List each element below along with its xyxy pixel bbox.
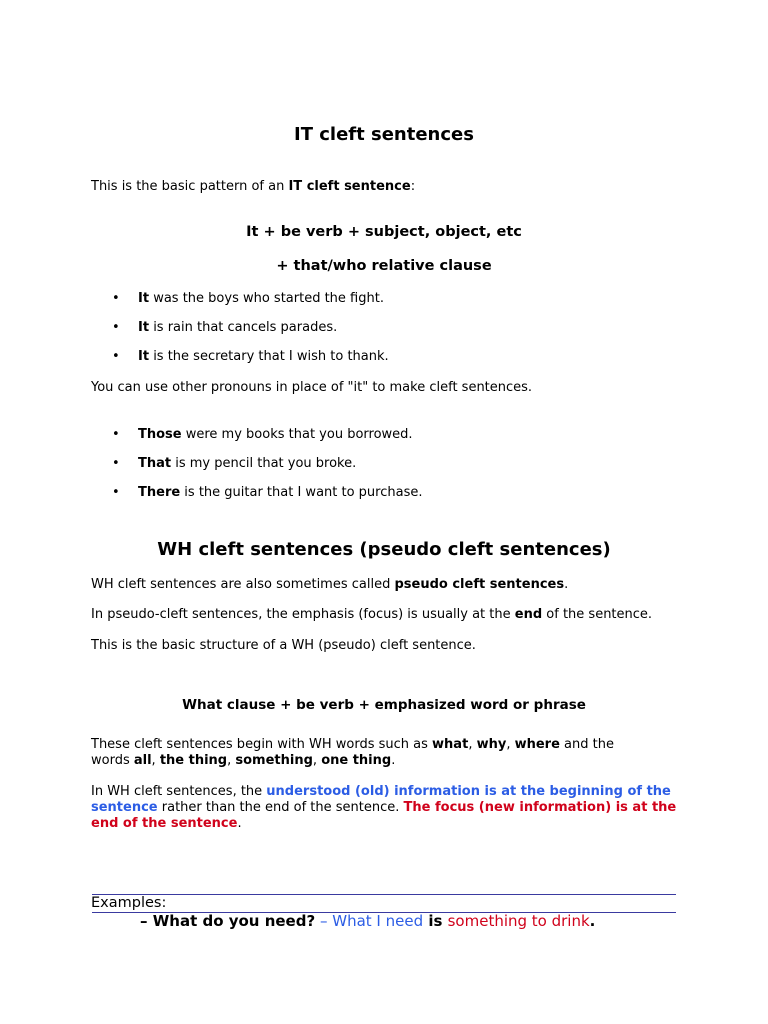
wh-info-new-information: The focus (new information) is at the end of the sentence	[91, 800, 677, 831]
pronoun-bullet-text: is the guitar that I want to purchase.	[180, 485, 423, 500]
bullet-dot-icon: •	[112, 320, 120, 335]
wh-para2	[91, 607, 652, 622]
bullet-dot-icon: •	[112, 291, 120, 306]
examples-label: Examples:	[91, 895, 167, 911]
it-bullet-bold: It	[138, 320, 150, 335]
wh-words-comma: ,	[312, 753, 322, 768]
pronoun-bullet-bold: That	[138, 456, 172, 471]
wh-words-comma: ,	[506, 737, 515, 752]
wh-word-one-thing: one thing	[321, 753, 392, 768]
wh-info-old-information: understood (old) information is at the beginning of the sentence	[91, 784, 671, 815]
example-answer-end: .	[589, 912, 596, 930]
example-answer-focus: something to drink	[447, 912, 590, 930]
pronoun-note: You can use other pronouns in place of "it" to make cleft sentences.	[91, 380, 533, 395]
wh-words-end: .	[391, 753, 396, 768]
wh-para3: This is the basic structure of a WH (pseudo) cleft sentence.	[91, 638, 476, 653]
wh-word-something: something	[235, 753, 313, 768]
wh-para2-bold: end	[514, 607, 543, 622]
example-answer-verb: is	[423, 912, 448, 930]
wh-cleft-title: WH cleft sentences (pseudo cleft sentences)	[157, 539, 611, 560]
example-answer-old-info: What I need	[332, 912, 424, 930]
wh-para1-bold: pseudo cleft sentences	[394, 577, 565, 592]
wh-para1-suffix: .	[564, 577, 569, 592]
wh-info-middle: rather than the end of the sentence.	[157, 800, 404, 815]
it-intro-suffix: :	[410, 179, 416, 194]
it-formula-line2: + that/who relative clause	[276, 258, 492, 274]
pronoun-bullet-bold: Those	[138, 427, 182, 442]
it-bullet-text: is the secretary that I wish to thank.	[149, 349, 389, 364]
wh-info-prefix: In WH cleft sentences, the	[91, 784, 267, 799]
wh-words-line2-prefix: words	[91, 753, 134, 768]
it-intro-bold: IT cleft sentence	[288, 179, 411, 194]
wh-word-all: all	[133, 753, 152, 768]
it-formula-line1: It + be verb + subject, object, etc	[246, 224, 522, 240]
it-intro-prefix: This is the basic pattern of an	[91, 179, 289, 194]
bullet-dot-icon: •	[112, 349, 120, 364]
wh-para1	[91, 577, 568, 592]
bullet-dot-icon: •	[112, 456, 120, 471]
wh-formula: What clause + be verb + emphasized word or phrase	[182, 697, 586, 713]
example-question: – What do you need?	[140, 912, 316, 930]
example-sentence	[140, 912, 595, 930]
it-bullet-text: was the boys who started the fight.	[149, 291, 384, 306]
bullet-dot-icon: •	[112, 427, 120, 442]
it-cleft-title: IT cleft sentences	[294, 124, 474, 145]
it-bullet-bold: It	[138, 291, 150, 306]
pronoun-bullet-text: were my books that you borrowed.	[181, 427, 413, 442]
example-dash: –	[315, 912, 333, 930]
wh-word-why: why	[476, 737, 507, 752]
wh-words-comma: ,	[468, 737, 477, 752]
wh-info-end: .	[237, 816, 242, 831]
wh-info-paragraph	[91, 784, 681, 832]
wh-word-the-thing: the thing	[159, 753, 228, 768]
wh-words-line1-suffix: and the	[559, 737, 614, 752]
it-bullet-text: is rain that cancels parades.	[149, 320, 338, 335]
it-intro-paragraph	[91, 179, 415, 194]
pronoun-bullet-bold: There	[138, 485, 181, 500]
wh-words-paragraph	[91, 737, 681, 769]
wh-words-prefix: These cleft sentences begin with WH words such as	[91, 737, 433, 752]
wh-para2-suffix: of the sentence.	[542, 607, 653, 622]
wh-para1-prefix: WH cleft sentences are also sometimes called	[91, 577, 395, 592]
wh-words-comma: ,	[227, 753, 236, 768]
pronoun-bullet-text: is my pencil that you broke.	[171, 456, 357, 471]
wh-word-where: where	[514, 737, 560, 752]
wh-word-what: what	[432, 737, 469, 752]
examples-top-rule	[92, 894, 676, 895]
bullet-dot-icon: •	[112, 485, 120, 500]
it-bullet-bold: It	[138, 349, 150, 364]
wh-words-comma: ,	[151, 753, 160, 768]
wh-para2-prefix: In pseudo-cleft sentences, the emphasis (focus) is usually at the	[91, 607, 515, 622]
